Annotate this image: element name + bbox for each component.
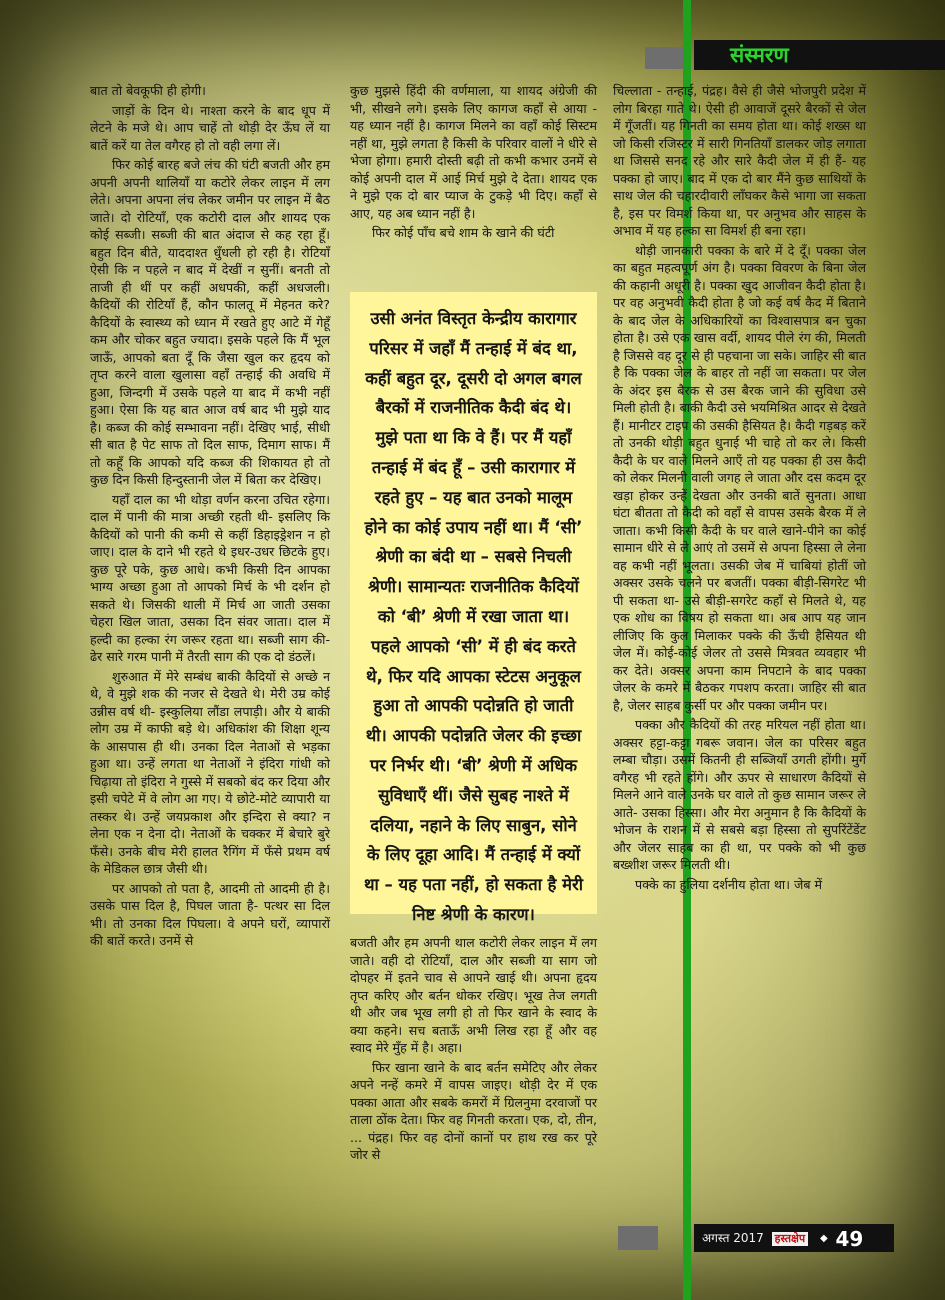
paragraph: फिर कोई बारह बजे लंच की घंटी बजती और हम अपनी अपनी थालियाँ या कटोरे लेकर लाइन में लग लेते। अपना अपना लंच लेकर जमीन पर लाइन में बैठ जाते। दो रोटियाँ, एक कटोरी दाल और शायद एक कोई सब्जी। सब्जी की बात अंदाज से कह रहा हूँ। बहुत दिन बीते, याददाश्त धुँधली हो रही है। रोटियाँ ऐसी कि न पहले न बाद में देखीं न सुनीं। बनती तो ताजी ही थीं पर कहीं अधपकी, कहीं अधजली। कैदियों की रोटियाँ हैं, कौन फालतू में मेहनत करे? कैदियों के स्वास्थ्य को ध्यान में रखते हुए आटे में गेहूँ कम और चोकर बहुत ज्यादा। इसके पहले कि मैं भूल जाऊँ, आपको बता दूँ कि जैसा खुल कर हृदय को तृप्त करने वाला खुलासा वहाँ तन्हाई की अवधि में हुआ, जिन्दगी में उसके पहले या बाद में कभी नहीं हुआ। ऐसा कि यह बात आज वर्ष बाद भी मुझे याद है। कब्ज की कोई सम्भावना नहीं। देखिए भाई, सीधी सी बात है पेट साफ तो दिल साफ, दिमाग साफ। मैं तो कहूँ कि आपको यदि कब्ज की शिकायत हो तो कुछ दिन किसी हिन्दुस्तानी जेल में बिता कर देखिए। bbox=[90, 157, 330, 487]
paragraph: जाड़ों के दिन थे। नाश्ता करने के बाद धूप में लेटने के मजे थे। आप चाहें तो थोड़ी देर ऊँघ लें या बातें करें या तेल वगैरह हो तो वही लगा लें। bbox=[90, 102, 330, 153]
section-header bbox=[694, 40, 945, 70]
page-number: 49 bbox=[835, 1226, 864, 1251]
pull-quote-text: उसी अनंत विस्तृत केन्द्रीय कारागार परिसर में जहाँ मैं तन्हाई में बंद था, कहीं बहुत दूर, दूसरी दो अगल बगल बैरकों में राजनीतिक कैदी बंद थे। मुझे पता था कि वे हैं। पर मैं यहाँ तन्हाई में बंद हूँ – उसी कारागार में रहते हुए – यह बात उनको मालूम होने का कोई उपाय नहीं था। मैं ‘सी’ श्रेणी का बंदी था – सबसे निचली श्रेणी। सामान्यतः राजनीतिक कैदियों को ‘बी’ श्रेणी में रखा जाता था। पहले आपको ‘सी’ में ही बंद करते थे, फिर यदि आपका स्टेटस अनुकूल हुआ तो आपकी पदोन्नति हो जाती थी। आपकी पदोन्नति जेलर की इच्छा पर निर्भर थी। ‘बी’ श्रेणी में अधिक सुविधाएँ थीं। जैसे सुबह नाश्ते में दलिया, नहाने के लिए साबुन, सोने के लिए दूहा आदि। मैं तन्हाई में क्यों था – यह पता नहीं, हो सकता है मेरी निष्ट श्रेणी के कारण। bbox=[363, 309, 584, 924]
magazine-logo: हस्तक्षेप bbox=[772, 1232, 809, 1246]
footer-gray-block bbox=[618, 1226, 658, 1250]
bullet-icon: ◆ bbox=[819, 1232, 828, 1244]
paragraph: यहाँ दाल का भी थोड़ा वर्णन करना उचित रहेगा। दाल में पानी की मात्रा अच्छी रहती थी- इसलिए कि कैदियों को पानी की कमी से कहीं डिहाइड्रेशन न हो जाए। दाल के दाने भी रहते थे इधर-उधर छिटके हुए। कुछ पूरे पके, कुछ आधे। कभी किसी दिन आपका भाग्य अच्छा हुआ तो आपको मिर्च के भी दर्शन हो सकते थे। जिसकी थाली में मिर्च आ जाती उसका चेहरा खिल जाता, उसका दिन संवर जाता। दाल में हल्दी का हल्का रंग जरूर रहता था। सब्जी साग की- ढेर सारे गरम पानी में तैरती साग की एक दो डंठलें। bbox=[90, 491, 330, 664]
column-3 bbox=[613, 82, 866, 895]
section-title: संस्मरण bbox=[730, 43, 789, 67]
paragraph: बात तो बेवकूफी ही होगी। bbox=[90, 83, 206, 98]
paragraph: चिल्लाता - तन्हाई, पंद्रह। वैसे ही जैसे भोजपुरी प्रदेश में लोग बिरहा गाते थे। ऐसी ही आवाजें दूसरे बैरकों से जेल में गूँजतीं। यह गिनती का समय होता था। कोई शख्स था जो किसी रजिस्टर में सारी गिनतियाँ डालकर जोड़ लगाता था जिससे सनद रहे और सारे कैदी जेल में ही हैं- यह पक्का हो जाए। बाद में एक दो बार मैंने कुछ साथियों के साथ जेल की चहारदीवारी लाँघकर कैसे भागा जा सकता है, इस पर विमर्श किया था, पर अनुभव और साहस के अभाव में यह हल्का सा विमर्श ही बना रहा। bbox=[613, 83, 866, 238]
column-1 bbox=[90, 82, 330, 952]
issue-date: अगस्त 2017 bbox=[702, 1231, 764, 1245]
paragraph: थोड़ी जानकारी पक्का के बारे में दे दूँ। पक्का जेल का बहुत महत्वपूर्ण अंग है। पक्का विवरण के बिना जेल की कहानी अधूरी है। पक्का खुद आजीवन कैदी होता है। पर वह अनुभवी कैदी होता है जो कई वर्ष कैद में बिताने के बाद जेल के अधिकारियों का विश्वासपात्र बन चुका होता है। उसे एक खास वर्दी, शायद पीले रंग की, मिलती है जिससे वह दूर से ही पहचाना जा सके। जाहिर सी बात है कि पक्का जेल के बाहर तो नहीं जा सकता। पर जेल के अंदर इस बैरक से उस बैरक जाने की सुविधा उसे मिली होती है। बाकी कैदी उसे भयमिश्रित आदर से देखते हैं। मानीटर टाइप की उसकी हैसियत है। कैदी गड़बड़ करें तो उनकी थोड़ी बहुत धुनाई भी चाहे तो कर ले। किसी कैदी के घर वाले मिलने आएँ तो यह पक्का ही उस कैदी को लेकर मिलनी वाली जगह ले जाता और दस कदम दूर खड़ा होकर उन्हें देखता और उनकी बातें सुनता। आधा घंटा बीतता तो कैदी को वहाँ से वापस उसके बैरक में ले जाता। कभी किसी कैदी के घर वाले खाने-पीने का कोई सामान धीरे से ले आएं तो उसमें से अपना हिस्सा ले लेना वह कभी नहीं भूलता। उसकी जेब में चाबियां होतीं जो अक्सर उसके चलने पर बजतीं। पक्का बीड़ी-सिगरेट भी पी सकता था- उसे बीड़ी-सगरेट कहाँ से मिलते थे, यह एक शोध का विषय हो सकता था। अब आप यह जान लीजिए कि कुल मिलाकर पक्के की ऊँची हैसियत थी जेल में। कोई-कोई जेलर तो उससे मित्रवत व्यवहार भी कर देते। अक्सर अपना काम निपटाने के बाद पक्का जेलर के कमरे में बैठकर गपशप करता। जाहिर सी बात है, जेलर साहब कुर्सी पर और पक्का जमीन पर। bbox=[613, 242, 866, 713]
paragraph: फिर खाना खाने के बाद बर्तन समेटिए और लेकर अपने नन्हें कमरे में वापस जाइए। थोड़ी देर में एक पक्का आता और सबके कमरों में ग्रिलनुमा दरवाजों पर ताला ठोंक देता। फिर वह गिनती करता। एक, दो, तीन, ... पंद्रह। फिर वह दोनों कानों पर हाथ रख कर पूरे जोर से bbox=[350, 1059, 597, 1162]
column-2-top bbox=[350, 82, 597, 244]
paragraph: पर आपको तो पता है, आदमी तो आदमी ही है। उसके पास दिल है, पिघल जाता है- पत्थर सा दिल भी। तो उनका दिल पिघला। वे अपने घरों, व्यापारों की बातें करते। उनमें से bbox=[90, 880, 330, 948]
page-footer bbox=[694, 1224, 894, 1252]
paragraph: बजती और हम अपनी थाल कटोरी लेकर लाइन में लग जाते। वही दो रोटियाँ, दाल और सब्जी या साग जो दोपहर में इतने चाव से आपने खाई थी। अपना हृदय तृप्त करिए और बर्तन धोकर रखिए। भूख तेज लगती थी और जब भूख लगी हो तो फिर खाने के स्वाद के क्या कहने। सच बताऊँ अभी लिख रहा हूँ और वह स्वाद मेरे मुँह में है। अहा। bbox=[350, 935, 597, 1055]
column-2-bottom bbox=[350, 934, 597, 1166]
paragraph: फिर कोई पाँच बचे शाम के खाने की घंटी bbox=[372, 225, 555, 240]
header-gray-block bbox=[645, 47, 683, 69]
paragraph: कुछ मुझसे हिंदी की वर्णमाला, या शायद अंग्रेजी की भी, सीखने लगे। इसके लिए कागज कहाँ से आया - यह ध्यान नहीं है। कागज मिलने का वहाँ कोई सिस्टम नहीं था, मुझे लगता है किसी के परिवार वालों ने धीरे से भेजा होगा। हमारी दोस्ती बढ़ी तो कभी कभार उनमें से कोई अपनी दाल में आई मिर्च मुझे दे देता। शायद एक ने मुझे एक दो बार प्याज के टुकड़े भी दिए। कहाँ से आए, यह अब ध्यान नहीं है। bbox=[350, 83, 597, 221]
paragraph: पक्के का हुलिया दर्शनीय होता था। जेब में bbox=[635, 876, 823, 892]
paragraph: शुरुआत में मेरे सम्बंध बाकी कैदियों से अच्छे न थे, वे मुझे शक की नजर से देखते थे। मेरी उम्र कोई उन्नीस वर्ष थी- इस्कुलिया लौंडा लपाड़ी। और ये बाकी लोग उम्र में काफी बड़े थे। अधिकांश की शिक्षा शून्य के आसपास ही थी। उनका दिल नेताओं से भड़का हुआ था। उन्हें लगता था नेताओं ने इंदिरा गांधी को चिढ़ाया तो इंदिरा ने गुस्से में सबको बंद कर दिया और इसी चपेटे में वे लोग आ गए। ये छोटे-मोटे व्यापारी या तस्कर थे। उन्हें जयप्रकाश और इन्दिरा से क्या? न लेना एक न देना दो। नेताओं के चक्कर में बेचारे बुरे फँसे। उनके बीच मेरी हालत रैगिंग में फँसे प्रथम वर्ष के मेडिकल छात्र जैसी थी। bbox=[90, 668, 330, 876]
pull-quote bbox=[350, 292, 597, 924]
paragraph: पक्का और कैदियों की तरह मरियल नहीं होता था। अक्सर हट्टा-कट्टा गबरू जवान। जेल का परिसर बहुत लम्बा चौड़ा। उसमें कितनी ही सब्जियाँ उगती होंगी। मुर्गे वगैरह भी रहते होंगे। और ऊपर से साधारण कैदियों से मिलने आने वाले उनके घर वाले तो कुछ सामान जरूर ले आते- उसका हिस्सा। और मेरा अनुमान है कि कैदियों के भोजन के राशन में से सबसे बड़ा हिस्सा तो सुपरिंटेंडेंट और जेलर साहब का ही था, पर पक्के को भी कुछ बख्शीश जरूर मिलती थी। bbox=[613, 717, 866, 872]
